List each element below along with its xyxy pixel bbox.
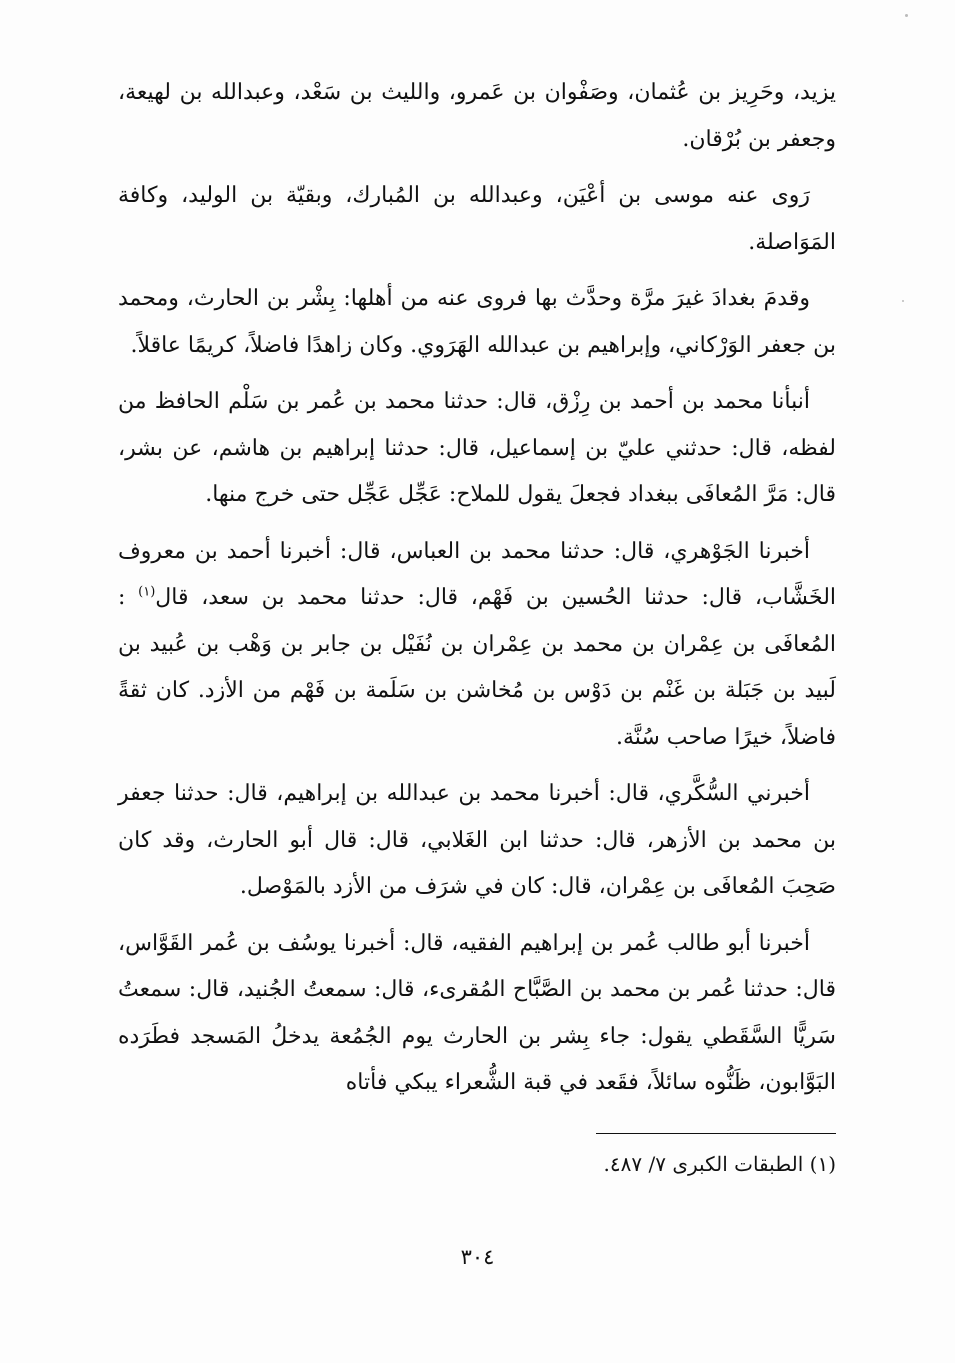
paragraph-7-text: أخبرنا أبو طالب عُمر بن إبراهيم الفقيه، قال: أخبرنا يوسُف بن عُمر القَوَّاس، قال: حدثنا عُمر بن محمد بن الصَّبَّاح المُقرىء، قال: سمعتُ الجُنيد، قال: سمعتُ سَريًّا السَّقَطي يقول: جاء بِشر بن الحارث يوم الجُمُعة يدخلُ المَسجد فطَرَده البَوَّابون، ظَنُّوه سائلاً، فقَعد في قبة الشُّعراء يبكي فأتاه [118,930,836,1095]
footnote-reference: (١) [138,584,156,600]
scan-speck [902,300,904,302]
paragraph-3-text: وقدمَ بغدادَ غيرَ مرَّة وحدَّث بها فروى عنه من أهلها: بِشْر بن الحارث، ومحمد بن جعفر الوَرْكاني، وإبراهيم بن عبدالله الهَرَوي. وكان زاهدًا فاضلاً، كريمًا عاقلاً. [118,286,836,358]
main-text [118,70,836,1117]
paragraph-4-text: أنبأنا محمد بن أحمد بن رِزْق، قال: حدثنا محمد بن عُمر بن سَلْم الحافظ من لفظه، قال: حدثني عليّ بن إسماعيل، قال: حدثنا إبراهيم بن هاشم، عن بشر، قال: مَرَّ المُعافَى ببغداد فجعلَ يقول للملاح: عَجِّل عَجِّل حتى خرج منها. [118,389,836,507]
paragraph-7 [118,921,836,1107]
footnote: (١) الطبقات الكبرى ٧/ ٤٨٧. [603,1152,836,1176]
paragraph-6-text: أخبرني السُّكَّري، قال: أخبرنا محمد بن عبدالله بن إبراهيم، قال: حدثنا جعفر بن محمد بن الأزهر، قال: حدثنا ابن الغَلابي، قال: قال أبو الحارث، وقد كان صَحِبَ المُعافَى بن عِمْران، قال: كان في شرَف من الأزد بالمَوْصل. [118,781,836,899]
page-number: ٣٠٤ [460,1245,495,1269]
paragraph-5-text: أخبرنا الجَوْهري، قال: حدثنا محمد بن العباس، قال: أخبرنا أحمد بن معروف الخَشَّاب، قال: حدثنا الحُسين بن فَهْم، قال: حدثنا محمد بن سعد، قال [118,538,837,610]
scan-speck [905,14,908,17]
paragraph-6 [118,771,836,911]
paragraph-2-text: رَوى عنه موسى بن أعْيَن، وعبدالله بن المُبارك، وبقيّة بن الوليد، وكافة المَوَاصلة. [118,183,836,255]
paragraph-2 [118,173,836,266]
paragraph-4 [118,379,836,519]
footnote-divider [596,1133,836,1134]
paragraph-1: يزيد، وحَرِيز بن عُثمان، وصَفْوان بن عَمرو، والليث بن سَعْد، وعبدالله بن لهيعة، وجعفر بن بُرْقان. [118,80,836,152]
paragraph-3 [118,276,836,369]
paragraph-5 [118,529,836,762]
paragraph-5-rest: : المُعافَى بن عِمْران بن محمد بن عِمْران بن نُفَيْل بن جابر بن وَهْب بن عُبيد بن لَبيد بن جَبَلة بن غَنْم بن دَوْس بن مُخاشن بن سَلَمة بن فَهْم من الأزد. كان ثقةً فاضلاً، خيرًا صاحب سُنَّة. [118,585,836,750]
